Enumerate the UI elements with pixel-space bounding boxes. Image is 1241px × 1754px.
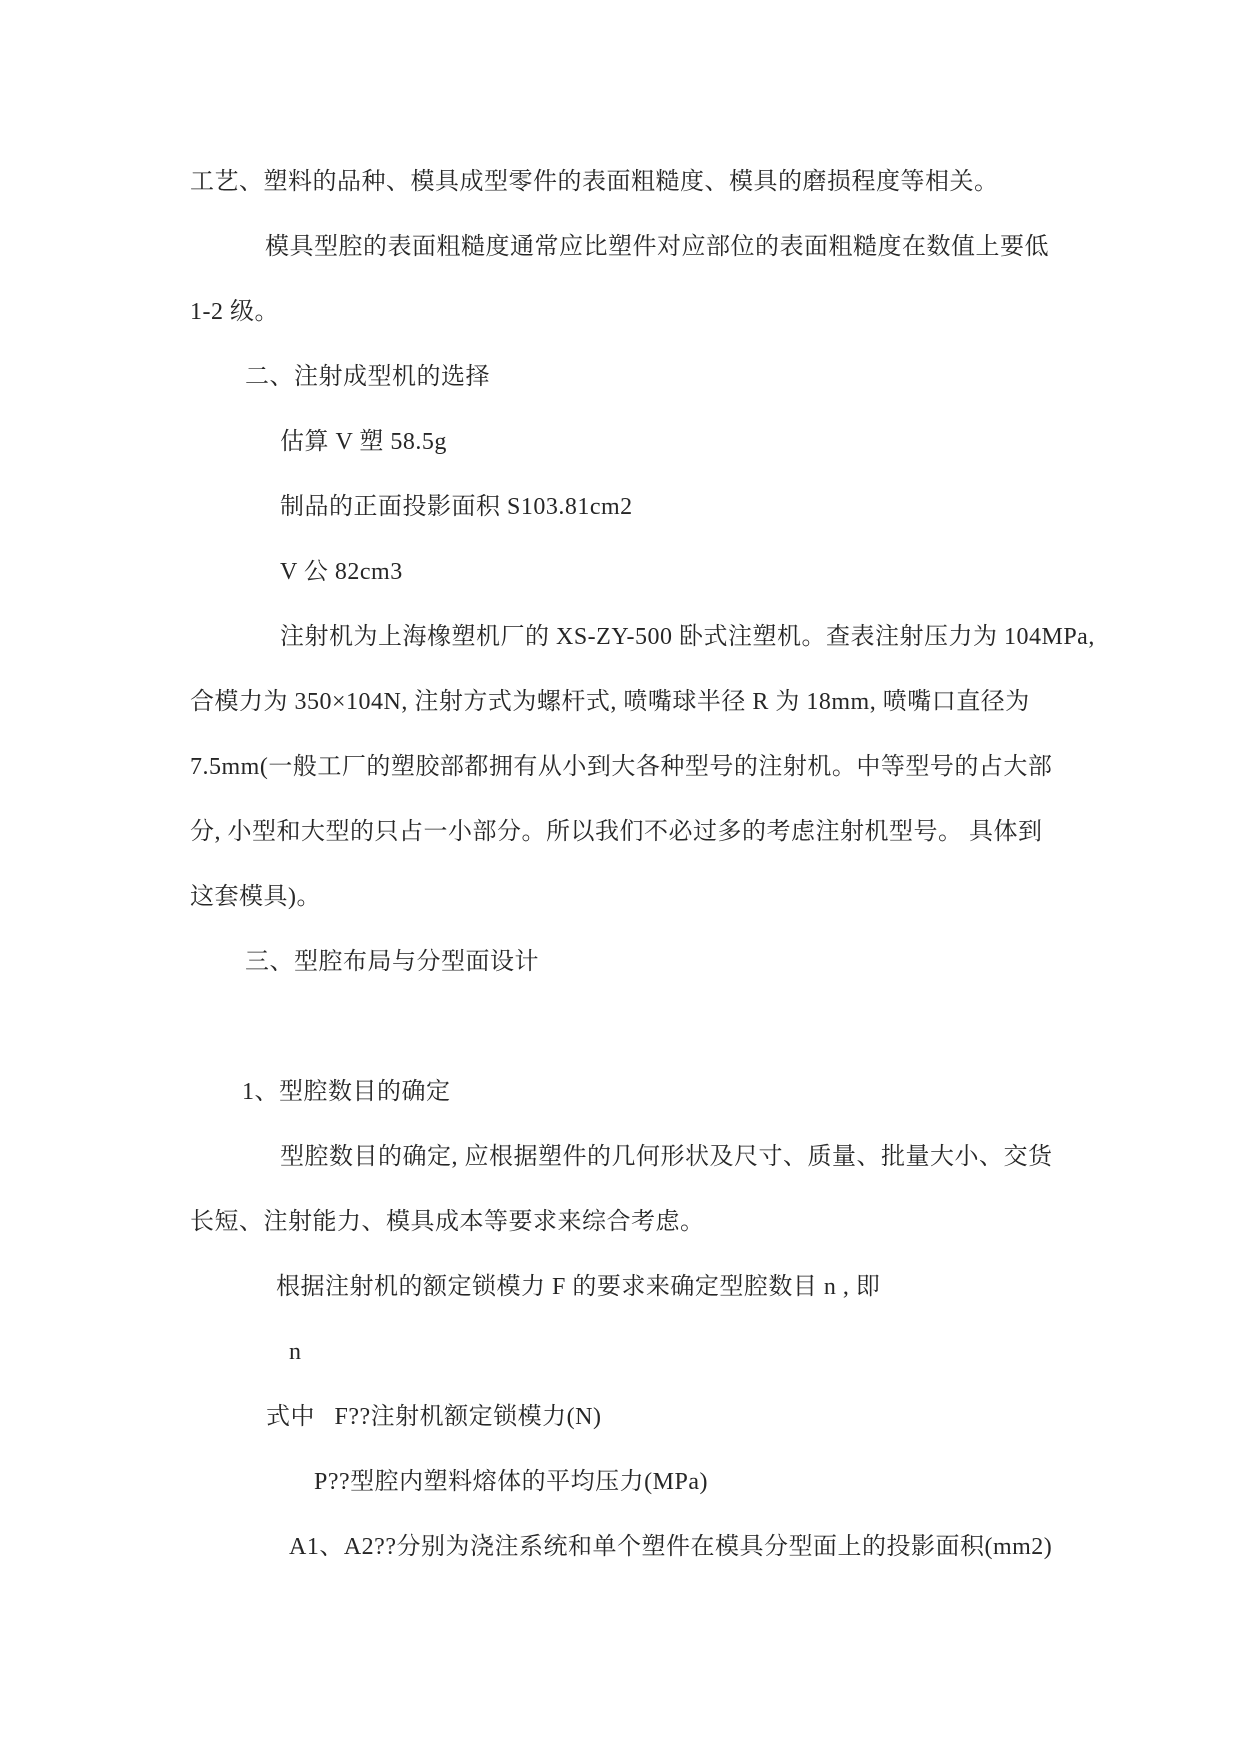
doc-line: 式中 F??注射机额定锁模力(N) <box>266 1404 602 1430</box>
document-body <box>190 150 1241 1580</box>
doc-line: A1、A2??分别为浇注系统和单个塑件在模具分型面上的投影面积(mm2) <box>289 1534 1053 1560</box>
doc-line: 型腔数目的确定, 应根据塑件的几何形状及尺寸、质量、批量大小、交货 <box>280 1144 1053 1170</box>
doc-line: 分, 小型和大型的只占一小部分。所以我们不必过多的考虑注射机型号。 具体到 <box>190 819 1043 845</box>
doc-line: 7.5mm(一般工厂的塑胶部都拥有从小到大各种型号的注射机。中等型号的占大部 <box>190 754 1053 780</box>
doc-line: 这套模具)。 <box>190 884 321 910</box>
doc-line: 1-2 级。 <box>190 299 279 325</box>
doc-line: 模具型腔的表面粗糙度通常应比塑件对应部位的表面粗糙度在数值上要低 <box>265 234 1049 260</box>
doc-line: 长短、注射能力、模具成本等要求来综合考虑。 <box>190 1209 705 1235</box>
doc-line: 制品的正面投影面积 S103.81cm2 <box>280 494 633 520</box>
doc-line: n <box>289 1339 302 1365</box>
doc-line: P??型腔内塑料熔体的平均压力(MPa) <box>314 1469 708 1495</box>
doc-blank-line <box>190 995 1241 1060</box>
doc-line: 注射机为上海橡塑机厂的 XS-ZY-500 卧式注塑机。查表注射压力为 104MPa, <box>280 624 1095 650</box>
doc-line: 合模力为 350×104N, 注射方式为螺杆式, 喷嘴球半径 R 为 18mm, 喷嘴口直径为 <box>190 689 1030 715</box>
doc-line: 根据注射机的额定锁模力 F 的要求来确定型腔数目 n , 即 <box>276 1274 881 1300</box>
doc-line: 1、型腔数目的确定 <box>242 1079 451 1105</box>
doc-line: 工艺、塑料的品种、模具成型零件的表面粗糙度、模具的磨损程度等相关。 <box>190 169 999 195</box>
doc-line: V 公 82cm3 <box>280 559 403 585</box>
doc-line: 三、型腔布局与分型面设计 <box>245 949 539 975</box>
doc-line: 二、注射成型机的选择 <box>245 364 490 390</box>
doc-line: 估算 V 塑 58.5g <box>280 429 447 455</box>
